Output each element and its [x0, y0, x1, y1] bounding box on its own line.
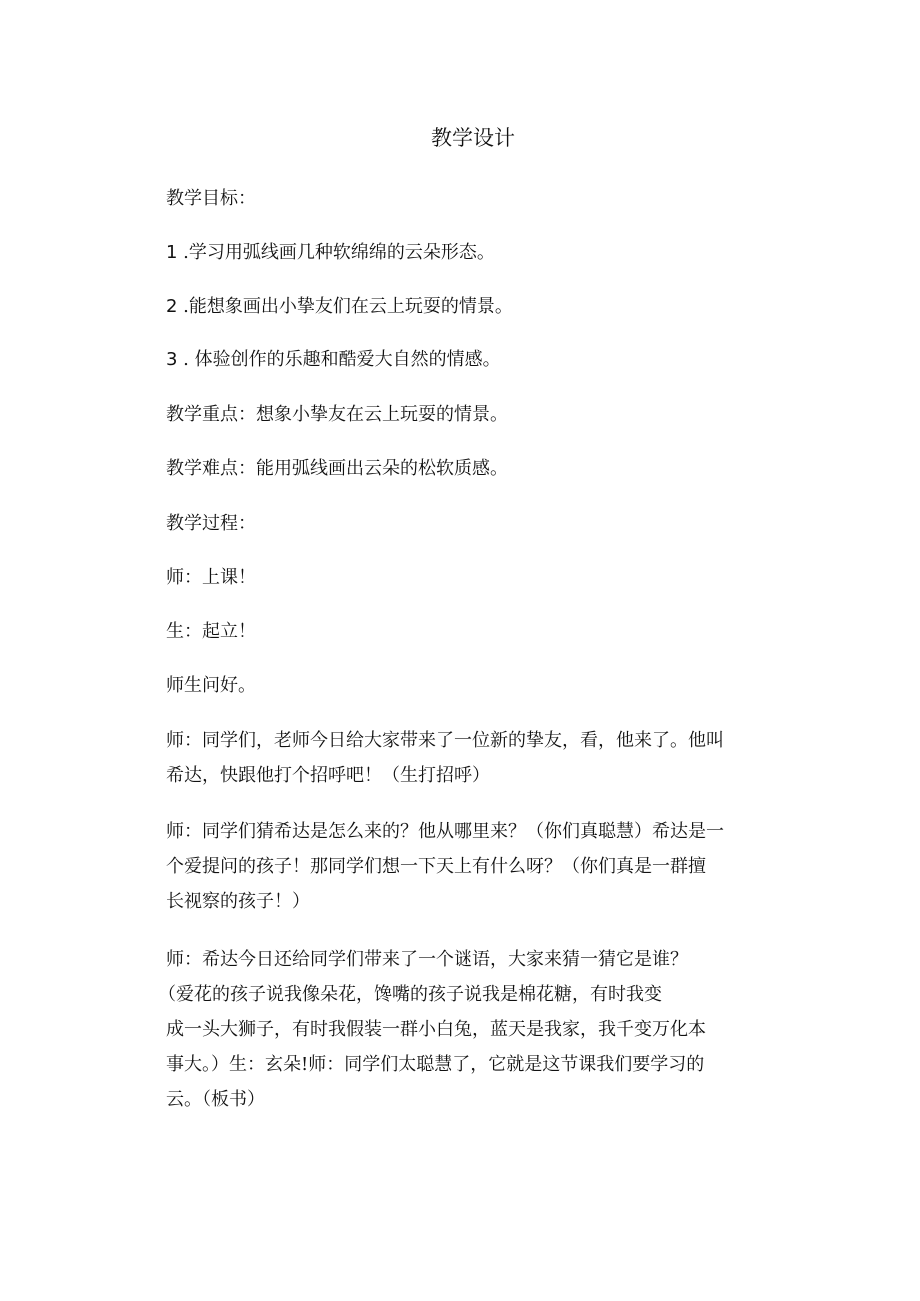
objective-text: .能想象画出小挚友们在云上玩耍的情景。: [177, 296, 513, 317]
objective-number: 2: [166, 296, 178, 317]
process-heading: 教学过程：: [166, 513, 256, 534]
paragraph-line: 云。（板书）: [166, 1089, 265, 1110]
objective-item-1: [166, 240, 786, 266]
paragraph-line: 成一头大狮子，有时我假装一群小白兔，蓝天是我家，我千变万化本: [166, 1019, 706, 1040]
difficulty: 教学难点：能用弧线画出云朵的松软质感。: [166, 458, 508, 479]
document-title: 教学设计: [431, 126, 515, 150]
objective-item-2: [166, 294, 786, 320]
objective-item-3: [166, 347, 786, 373]
objectives-heading: 教学目标：: [166, 188, 256, 209]
dialogue-line-3: 师生问好。: [166, 675, 256, 696]
objective-number: 3: [166, 349, 178, 370]
objective-text: .学习用弧线画几种软绵绵的云朵形态。: [177, 242, 495, 263]
paragraph-line: 师：希达今日还给同学们带来了一个谜语，大家来猜一猜它是谁？: [166, 949, 688, 970]
paragraph-2: [166, 814, 786, 919]
paragraph-line: 长视察的孩子！）: [166, 891, 310, 912]
paragraph-line: 事大。）生：玄朵!师：同学们太聪慧了，它就是这节课我们要学习的: [166, 1054, 705, 1075]
objective-number: 1: [166, 242, 178, 263]
dialogue-line-1: 师：上课！: [166, 567, 256, 588]
paragraph-line: 师：同学们，老师今日给大家带来了一位新的挚友，看，他来了。他叫: [166, 730, 724, 751]
paragraph-line: 师：同学们猜希达是怎么来的？他从哪里来？（你们真聪慧）希达是一: [166, 821, 724, 842]
paragraph-1: [166, 723, 786, 793]
dialogue-line-2: 生：起立！: [166, 621, 256, 642]
key-point: 教学重点：想象小挚友在云上玩耍的情景。: [166, 404, 508, 425]
paragraph-line: （爱花的孩子说我像朵花，馋嘴的孩子说我是棉花糖，有时我变: [158, 984, 662, 1005]
objective-text: . 体验创作的乐趣和酷爱大自然的情感。: [177, 349, 501, 370]
paragraph-line: 希达，快跟他打个招呼吧！（生打招呼）: [166, 765, 490, 786]
paragraph-line: 个爱提问的孩子！那同学们想一下天上有什么呀？（你们真是一群擅: [166, 856, 706, 877]
paragraph-3: [158, 942, 786, 1117]
